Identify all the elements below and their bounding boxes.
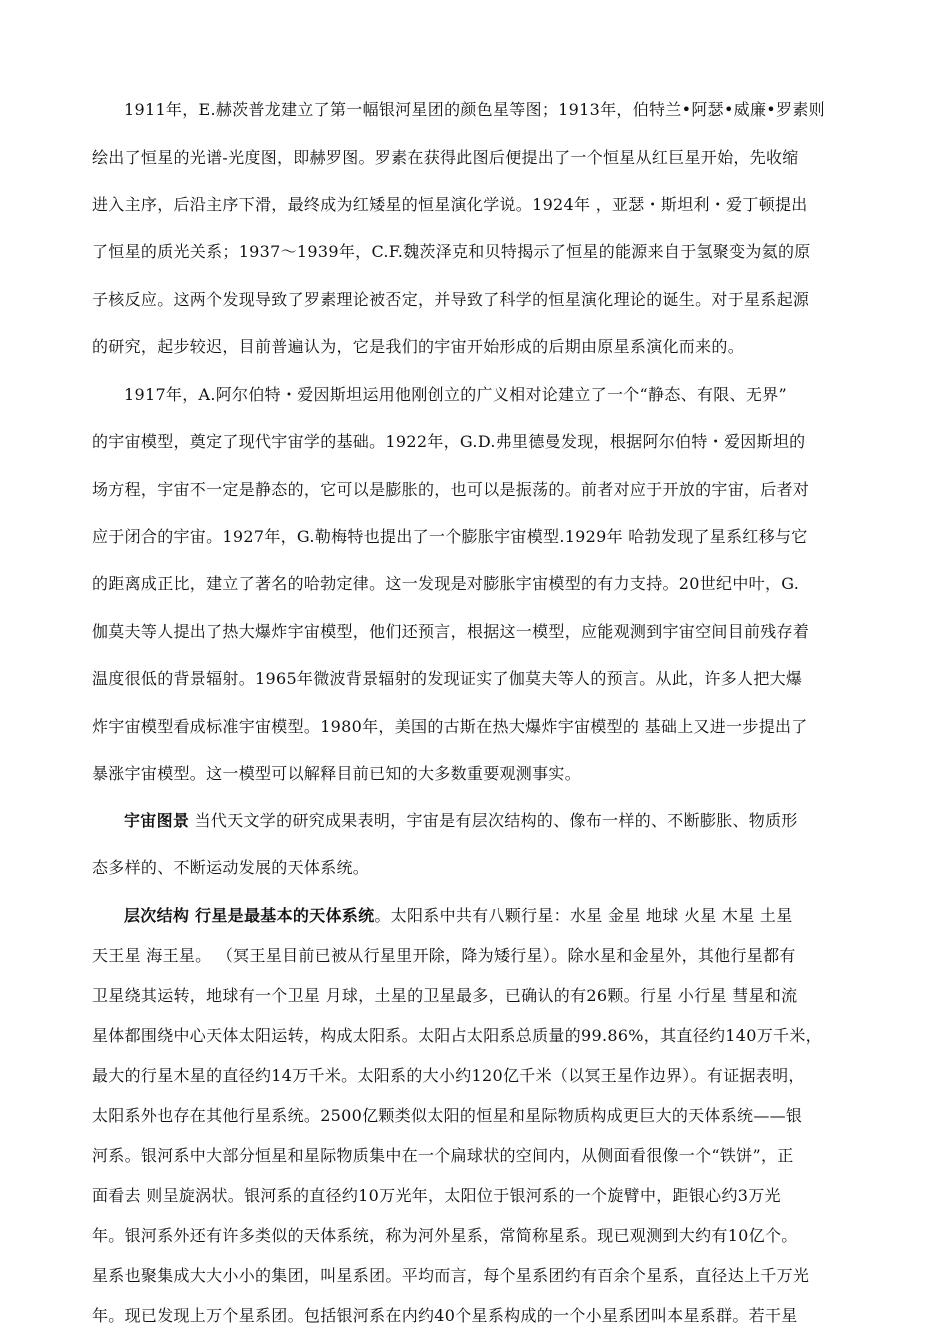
paragraph-1-line-1: 1911年，E.赫茨普龙建立了第一幅银河星团的颜色星等图；1913年，伯特兰•阿瑟•威廉•罗素则 xyxy=(124,100,825,119)
paragraph-2-line-9: 暴涨宇宙模型。这一模型可以解释目前已知的大多数重要观测事实。 xyxy=(92,764,582,783)
paragraph-3-line-1-text: 当代天文学的研究成果表明，宇宙是有层次结构的、像布一样的、不断膨胀、物质形 xyxy=(189,811,798,830)
paragraph-4-line-1-text: 。太阳系中共有八颗行星：水星 金星 地球 火星 木星 土星 xyxy=(374,906,793,925)
paragraph-4-line-1 xyxy=(124,906,862,926)
paragraph-4-line-10: 星系也聚集成大大小小的集团，叫星系团。平均而言，每个星系团约有百余个星系，直径达上千万光 xyxy=(92,1266,810,1285)
paragraph-4-line-2: 天王星 海王星。 （冥王星目前已被从行星里开除，降为矮行星）。除水星和金星外，其他行星都有 xyxy=(92,946,796,965)
paragraph-1-line-4: 了恒星的质光关系；1937～1939年，C.F.魏茨泽克和贝特揭示了恒星的能源来自于氢聚变为氦的原 xyxy=(92,242,811,261)
paragraph-2-line-2: 的宇宙模型，奠定了现代宇宙学的基础。1922年，G.D.弗里德曼发现，根据阿尔伯特・爱因斯坦的 xyxy=(92,432,806,451)
paragraph-2-line-1: 1917年，A.阿尔伯特・爱因斯坦运用他刚创立的广义相对论建立了一个“静态、有限、无界” xyxy=(124,385,787,404)
paragraph-4-line-6: 太阳系外也存在其他行星系统。2500亿颗类似太阳的恒星和星际物质构成更巨大的天体系统——银 xyxy=(92,1106,803,1125)
section-heading-cosmic-picture: 宇宙图景 xyxy=(124,811,190,830)
paragraph-4-line-4: 星体都围绕中心天体太阳运转，构成太阳系。太阳占太阳系总质量的99.86%，其直径约140万千米， xyxy=(92,1026,822,1045)
paragraph-3-line-1 xyxy=(124,811,862,831)
paragraph-3-line-2: 态多样的、不断运动发展的天体系统。 xyxy=(92,858,370,877)
paragraph-2-line-5: 的距离成正比，建立了著名的哈勃定律。这一发现是对膨胀宇宙模型的有力支持。20世纪中叶，G. xyxy=(92,574,800,593)
paragraph-2-line-3: 场方程，宇宙不一定是静态的，它可以是膨胀的，也可以是振荡的。前者对应于开放的宇宙，后者对 xyxy=(92,480,810,499)
paragraph-2-line-7: 温度很低的背景辐射。1965年微波背景辐射的发现证实了伽莫夫等人的预言。从此，许多人把大爆 xyxy=(92,669,803,688)
paragraph-4-line-7: 河系。银河系中大部分恒星和星际物质集中在一个扁球状的空间内，从侧面看很像一个“铁饼”，正 xyxy=(92,1146,794,1165)
paragraph-2-line-4: 应于闭合的宇宙。1927年，G.勒梅特也提出了一个膨胀宇宙模型.1929年 哈勃发现了星系红移与它 xyxy=(92,527,808,546)
paragraph-1-line-2: 绘出了恒星的光谱-光度图，即赫罗图。罗素在获得此图后便提出了一个恒星从红巨星开始，先收缩 xyxy=(92,148,799,167)
paragraph-4-line-3: 卫星绕其运转，地球有一个卫星 月球，土星的卫星最多，已确认的有26颗。行星 小行星 彗星和流 xyxy=(92,986,798,1005)
section-heading-hierarchy: 层次结构 行星是最基本的天体系统 xyxy=(124,906,375,925)
paragraph-1-line-6: 的研究，起步较迟，目前普遍认为，它是我们的宇宙开始形成的后期由原星系演化而来的。 xyxy=(92,337,745,356)
paragraph-1-line-5: 子核反应。这两个发现导致了罗素理论被否定，并导致了科学的恒星演化理论的诞生。对于星系起源 xyxy=(92,290,810,309)
paragraph-4-line-11: 年。现已发现上万个星系团。包括银河系在内约40个星系构成的一个小星系团叫本星系群。若干星 xyxy=(92,1306,798,1325)
paragraph-1-line-3: 进入主序，后沿主序下滑，最终成为红矮星的恒星演化学说。1924年 ，亚瑟・斯坦利・爱丁顿提出 xyxy=(92,195,808,214)
paragraph-4-line-8: 面看去 则呈旋涡状。银河系的直径约10万光年，太阳位于银河系的一个旋臂中，距银心约3万光 xyxy=(92,1186,781,1205)
paragraph-4-line-5: 最大的行星木星的直径约14万千米。太阳系的大小约120亿千米（以冥王星作边界）。有证据表明， xyxy=(92,1066,805,1085)
paragraph-4-line-9: 年。银河系外还有许多类似的天体系统，称为河外星系，常简称星系。现已观测到大约有10亿个。 xyxy=(92,1226,798,1245)
paragraph-2-line-6: 伽莫夫等人提出了热大爆炸宇宙模型，他们还预言，根据这一模型，应能观测到宇宙空间目前残存着 xyxy=(92,622,810,641)
paragraph-2-line-8: 炸宇宙模型看成标准宇宙模型。1980年，美国的古斯在热大爆炸宇宙模型的 基础上又进一步提出了 xyxy=(92,717,808,736)
